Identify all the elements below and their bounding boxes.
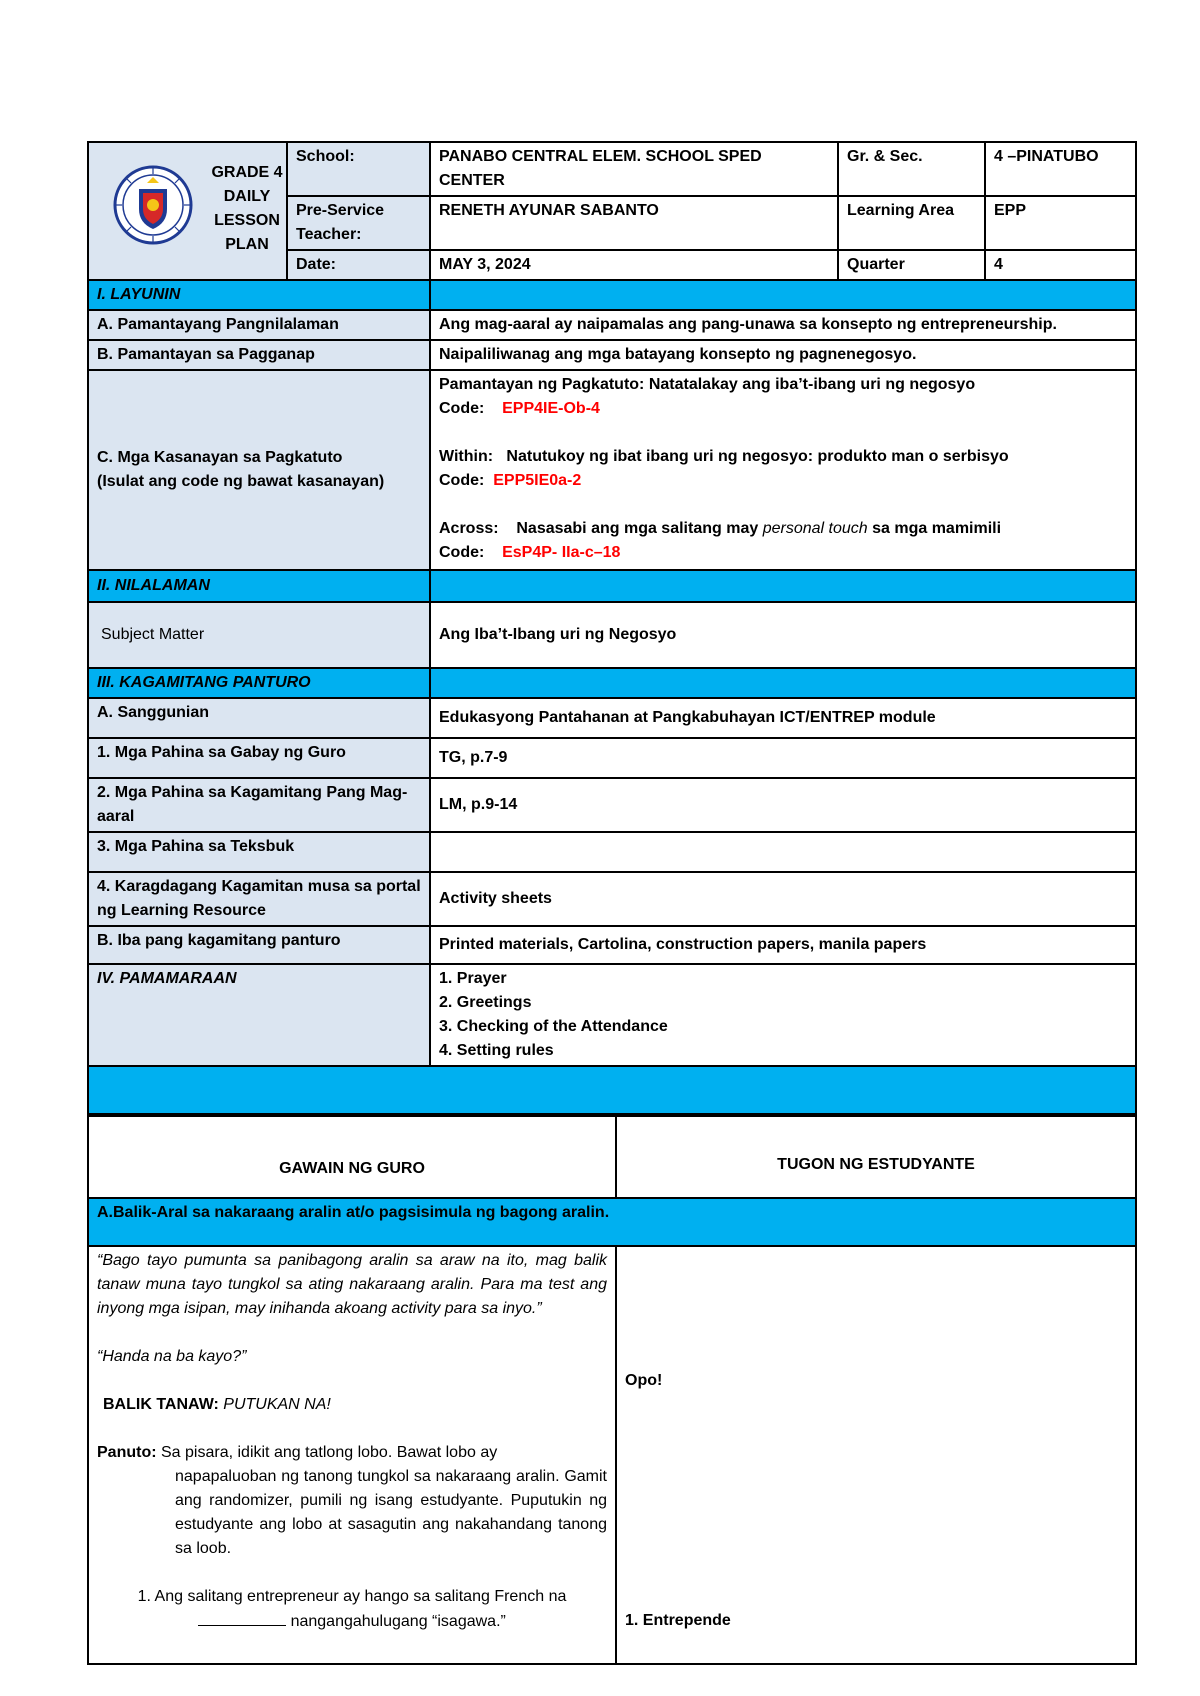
within-line (439, 445, 1127, 469)
area-label: Learning Area (838, 196, 985, 250)
layunin-c-label-line1: C. Mga Kasanayan sa Pagkatuto (97, 449, 343, 466)
code2-label: Code: (439, 472, 485, 489)
quarter-label: Quarter (838, 250, 985, 280)
grsec-value: 4 –PINATUBO (985, 142, 1136, 196)
layunin-c-label (88, 370, 430, 570)
across-italic: personal touch (762, 520, 868, 537)
iba-pang-kagamitan-value: Printed materials, Cartolina, construction papers, manila papers (430, 926, 1136, 964)
lesson-plan-page (87, 141, 1135, 1665)
logo-cell (88, 142, 287, 280)
school-label: School: (287, 142, 430, 196)
within-label: Within: (439, 448, 494, 465)
tugon-estudyante-content (616, 1246, 1136, 1664)
balik-tanaw-line (97, 1393, 607, 1417)
gabay-guro-value: TG, p.7-9 (430, 738, 1136, 778)
kagamitan-heading-fill (430, 668, 1136, 698)
subject-label-text: Subject Matter (101, 626, 205, 643)
karagdagang-kagamitan-label: 4. Karagdagang Kagamitan musa sa portal ng Learning Resource (88, 872, 430, 926)
across-text-1: Nasasabi ang mga salitang may (516, 520, 763, 537)
layunin-a-label: A. Pamantayang Pangnilalaman (88, 310, 430, 340)
code2-value: EPP5IE0a-2 (493, 472, 582, 489)
kagamitang-pang-mag-aaral-label: 2. Mga Pahina sa Kagamitang Pang Mag-aaral (88, 778, 430, 832)
code1-value: EPP4IE-Ob-4 (502, 400, 600, 417)
kagamitang-pang-mag-aaral-value: LM, p.9-14 (430, 778, 1136, 832)
area-value: EPP (985, 196, 1136, 250)
panuto-first-line (97, 1441, 607, 1465)
across-label: Across: (439, 520, 499, 537)
pamamaraan-heading: IV. PAMAMARAAN (88, 964, 430, 1066)
code3-label: Code: (439, 544, 485, 561)
panuto-text-first: Sa pisara, idikit ang tatlong lobo. Bawat lobo ay (161, 1444, 498, 1461)
iba-pang-kagamitan-label: B. Iba pang kagamitang panturo (88, 926, 430, 964)
date-value: MAY 3, 2024 (430, 250, 838, 280)
teksbuk-label: 3. Mga Pahina sa Teksbuk (88, 832, 430, 872)
balik-aral-heading: A.Balik-Aral sa nakaraang aralin at/o pagsisimula ng bagong aralin. (88, 1198, 1136, 1246)
question-1 (97, 1585, 607, 1634)
pamamaraan-item-4: 4. Setting rules (439, 1042, 554, 1059)
teacher-value: RENETH AYUNAR SABANTO (430, 196, 838, 250)
sanggunian-value: Edukasyong Pantahanan at Pangkabuhayan ICT/ENTREP module (430, 698, 1136, 738)
pamamaraan-item-1: 1. Prayer (439, 970, 507, 987)
opo-response: Opo! (625, 1372, 663, 1389)
c-line1: Pamantayan ng Pagkatuto: Natatalakay ang iba’t-ibang uri ng negosyo (439, 376, 976, 393)
header-table (87, 141, 1137, 281)
teksbuk-value (430, 832, 1136, 872)
nilalaman-heading-fill (430, 570, 1136, 602)
layunin-a-value: Ang mag-aaral ay naipamalas ang pang-unawa sa konsepto ng entrepreneurship. (430, 310, 1136, 340)
cyan-separator-band (88, 1066, 1136, 1114)
pamamaraan-item-2: 2. Greetings (439, 994, 532, 1011)
school-value: PANABO CENTRAL ELEM. SCHOOL SPED CENTER (430, 142, 838, 196)
gawain-guro-heading (88, 1116, 616, 1198)
panuto-label: Panuto: (97, 1444, 157, 1461)
handa-text: “Handa na ba kayo?” (97, 1348, 247, 1365)
karagdagang-kagamitan-value: Activity sheets (430, 872, 1136, 926)
gawain-guro-content (88, 1246, 616, 1664)
date-label: Date: (287, 250, 430, 280)
layunin-heading-fill (430, 281, 1136, 310)
code1-line (439, 397, 1127, 421)
balik-tanaw-label: BALIK TANAW: (103, 1396, 224, 1413)
layunin-c-value (430, 370, 1136, 570)
code3-value: EsP4P- IIa-c–18 (502, 544, 621, 561)
across-line (439, 517, 1127, 541)
subject-value: Ang Iba’t-Ibang uri ng Negosyo (430, 602, 1136, 668)
nilalaman-heading: II. NILALAMAN (88, 570, 430, 602)
layunin-b-label: B. Pamantayan sa Pagganap (88, 340, 430, 370)
gawain-guro-heading-text: GAWAIN NG GURO (279, 1160, 425, 1177)
pamamaraan-list (430, 964, 1136, 1066)
answer-1: 1. Entrepende (625, 1612, 731, 1629)
across-text-2: sa mga mamimili (867, 520, 1002, 537)
grsec-label: Gr. & Sec. (838, 142, 985, 196)
pamamaraan-item-3: 3. Checking of the Attendance (439, 1018, 668, 1035)
gabay-guro-label: 1. Mga Pahina sa Gabay ng Guro (88, 738, 430, 778)
deped-seal-icon (113, 165, 193, 245)
code3-line (439, 541, 1127, 565)
tugon-estudyante-heading (616, 1116, 1136, 1198)
question-1-part2: nangangahulugang “isagawa.” (286, 1613, 506, 1630)
sanggunian-label: A. Sanggunian (88, 698, 430, 738)
teacher-label: Pre-Service Teacher: (287, 196, 430, 250)
objectives-table (87, 281, 1137, 1115)
code2-line (439, 469, 1127, 493)
answer-blank (198, 1609, 286, 1626)
within-text: Natutukoy ng ibat ibang uri ng negosyo: produkto man o serbisyo (506, 448, 1009, 465)
layunin-heading: I. LAYUNIN (88, 281, 430, 310)
grade-label: GRADE 4 DAILY LESSON PLAN (211, 164, 283, 253)
code1-label: Code: (439, 400, 485, 417)
question-1-part1: 1. Ang salitang entrepreneur ay hango sa salitang French na (137, 1588, 567, 1605)
kagamitan-heading: III. KAGAMITANG PANTURO (88, 668, 430, 698)
balik-tanaw-title: PUTUKAN NA! (223, 1396, 331, 1413)
quarter-value: 4 (985, 250, 1136, 280)
intro-text: “Bago tayo pumunta sa panibagong aralin sa araw na ito, mag balik tanaw muna tayo tungkol sa ating nakaraang aralin. Para ma test ang inyong mga isipan, may inihanda akoang activity para sa inyo.” (97, 1252, 607, 1317)
layunin-c-label-line2: (Isulat ang code ng bawat kasanayan) (97, 473, 385, 490)
layunin-b-value: Naipaliliwanag ang mga batayang konsepto ng pagnenegosyo. (430, 340, 1136, 370)
subject-label (88, 602, 430, 668)
panuto-text-rest: napapaluoban ng tanong tungkol sa nakaraang aralin. Gamit ang randomizer, pumili ng isang estudyante. Puputukin ng estudyante ang lobo at sasagutin ang nakahandang tanong sa loob. (175, 1468, 607, 1557)
activity-table (87, 1115, 1137, 1665)
tugon-estudyante-heading-text: TUGON NG ESTUDYANTE (777, 1156, 975, 1173)
